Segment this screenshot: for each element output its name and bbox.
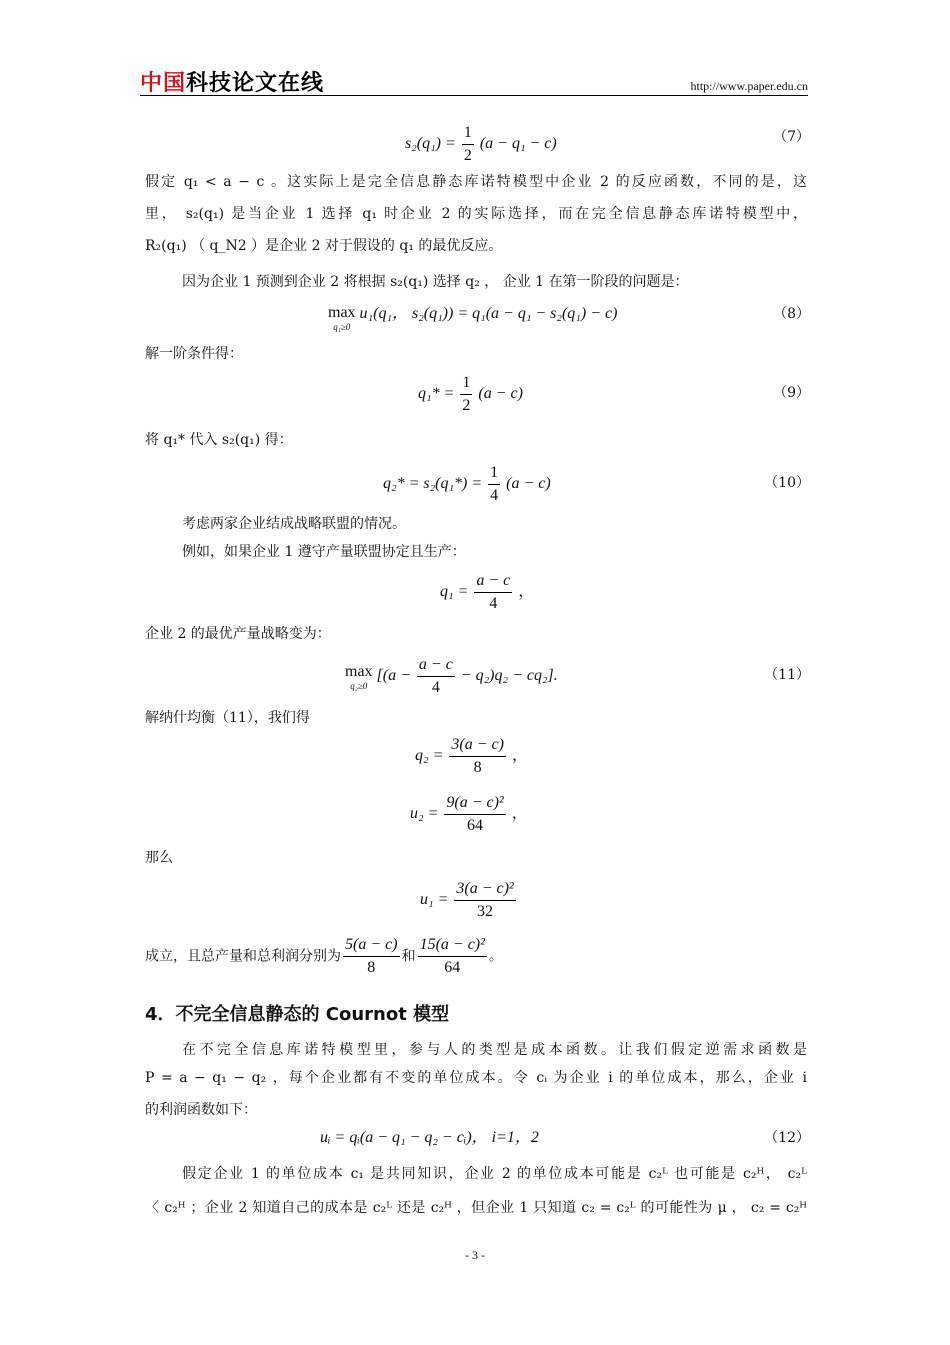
paragraph-5: 考虑两家企业结成战略联盟的情况。 xyxy=(182,516,406,532)
paragraph-4: 将 q₁* 代入 s₂(q₁) 得： xyxy=(145,432,293,448)
paragraph-10-pre: 成立，且总产量和总利润分别为 xyxy=(145,948,341,965)
eq10-lhs: q₂* = s₂(q₁*) = xyxy=(383,475,483,493)
paragraph-11-line-2: P = a − q₁ − q₂ ，每个企业都有不变的单位成本。令 cᵢ 为企业 i 的单位成本，那么，企业 i xyxy=(145,1070,807,1086)
eq9-rhs: (a − c) xyxy=(478,385,523,403)
paragraph-7: 企业 2 的最优产量战略变为： xyxy=(145,626,331,642)
eq12-number: （12） xyxy=(764,1130,810,1146)
paragraph-6: 例如，如果企业 1 遵守产量联盟协定且生产： xyxy=(182,544,466,560)
equation-9 xyxy=(418,372,523,417)
u2-fraction xyxy=(444,792,505,837)
eq7-fraction xyxy=(462,122,474,167)
eq7-denominator: 2 xyxy=(463,147,472,164)
eq10-denominator: 4 xyxy=(490,487,499,504)
paragraph-2: 因为企业 1 预测到企业 2 将根据 s₂(q₁) 选择 q₂ ， 企业 1 在第一阶段的问题是： xyxy=(182,274,689,290)
eq11-max-subscript: q₂≥0 xyxy=(350,680,368,691)
eq10-number: （10） xyxy=(764,475,810,491)
eq10-fraction xyxy=(488,462,500,507)
eq10-numerator: 1 xyxy=(488,462,500,485)
equation-8 xyxy=(328,304,617,332)
paragraph-1-line-2: 里， s₂(q₁) 是当企业 1 选择 q₁ 时企业 2 的实际选择，而在完全信息静态库诺特模型中， xyxy=(145,206,807,222)
u2-denominator: 64 xyxy=(467,817,484,834)
eq11-pre: [(a − xyxy=(376,667,411,685)
eq11-max-operator xyxy=(345,663,373,691)
u2-tail: ， xyxy=(511,805,528,823)
paragraph-10 xyxy=(145,934,807,979)
section-4-title: 4．不完全信息静态的 Cournot 模型 xyxy=(145,1004,450,1025)
u2-lhs: u₂ = xyxy=(410,805,439,823)
eq8-body: u₁(q₁， s₂(q₁)) = q₁(a − q₁ − s₂(q₁) − c) xyxy=(359,305,618,322)
eq11-numerator: a − c xyxy=(417,654,455,677)
eq9-denominator: 2 xyxy=(462,397,471,414)
q2-tail: ， xyxy=(511,747,528,765)
eq10-rhs: (a − c) xyxy=(506,475,551,493)
equation-11 xyxy=(345,654,558,699)
eq7-lhs: s₂(q₁) = xyxy=(405,135,456,153)
q2-denominator: 8 xyxy=(473,759,482,776)
eq9-lhs: q₁* = xyxy=(418,385,455,403)
eq11-fraction xyxy=(417,654,455,699)
equation-u2 xyxy=(410,792,528,837)
q2-fraction xyxy=(449,734,506,779)
paragraph-1-line-3: R₂(q₁) （ q_N2 ）是企业 2 对于假设的 q₁ 的最优反应。 xyxy=(145,238,503,254)
eq8-max-subscript: q₁≥0 xyxy=(333,322,351,332)
page-number: - 3 - xyxy=(465,1248,485,1262)
eq11-number: （11） xyxy=(764,667,810,683)
eq11-max: max xyxy=(345,662,373,680)
paragraph-11-line-1: 在不完全信息库诺特模型里，参与人的类型是成本函数。让我们假定逆需求函数是 xyxy=(182,1042,807,1058)
q1-fraction xyxy=(474,570,512,615)
q2-numerator: 3(a − c) xyxy=(449,734,506,757)
paragraph-12-line-1: 假定企业 1 的单位成本 c₁ 是共同知识，企业 2 的单位成本可能是 c₂ᴸ 也可能是 c₂ᴴ， c₂ᴸ xyxy=(182,1166,807,1182)
eq7-numerator: 1 xyxy=(462,122,474,145)
q2-lhs: q₂ = xyxy=(415,747,444,765)
q1-numerator: a − c xyxy=(474,570,512,593)
u1-fraction xyxy=(454,878,515,923)
u1-lhs: u₁ = xyxy=(420,891,449,909)
eq8-number: （8） xyxy=(773,306,810,322)
header-url[interactable]: http://www.paper.edu.cn xyxy=(690,79,808,93)
logo-red-text: 中国 xyxy=(140,71,187,96)
equation-10 xyxy=(383,462,551,507)
eq9-fraction xyxy=(460,372,472,417)
eq11-post: − q₂)q₂ − cq₂]. xyxy=(460,667,558,685)
total-output-numerator: 5(a − c) xyxy=(343,934,400,957)
total-profit-numerator: 15(a − c)² xyxy=(418,934,487,957)
paragraph-10-end: 。 xyxy=(488,948,503,965)
q1-lhs: q₁ = xyxy=(440,583,469,601)
eq9-number: （9） xyxy=(773,385,810,401)
u1-denominator: 32 xyxy=(477,903,494,920)
equation-7 xyxy=(405,122,557,167)
eq7-number: （7） xyxy=(773,129,810,145)
paragraph-8: 解纳什均衡（11），我们得 xyxy=(145,710,310,726)
eq8-max-operator xyxy=(328,304,356,332)
paragraph-9: 那么 xyxy=(145,850,173,866)
eq8-max: max xyxy=(328,304,356,321)
total-output-fraction xyxy=(343,934,400,979)
equation-q2 xyxy=(415,734,528,779)
paragraph-3: 解一阶条件得： xyxy=(145,346,243,362)
total-profit-denominator: 64 xyxy=(444,959,461,976)
q1-tail: ， xyxy=(518,583,535,601)
eq9-numerator: 1 xyxy=(460,372,472,395)
eq7-rhs: (a − q₁ − c) xyxy=(479,135,557,153)
equation-q1-alliance xyxy=(440,570,534,615)
paragraph-11-line-3: 的利润函数如下： xyxy=(145,1102,257,1118)
total-profit-fraction xyxy=(418,934,487,979)
paragraph-10-mid: 和 xyxy=(401,948,416,965)
eq11-denominator: 4 xyxy=(431,679,440,696)
u1-numerator: 3(a − c)² xyxy=(454,878,515,901)
equation-u1 xyxy=(420,878,518,923)
logo-black-text: 科技论文在线 xyxy=(186,71,325,96)
header-divider xyxy=(140,95,808,96)
paragraph-12-line-2: 〈 c₂ᴴ ；企业 2 知道自己的成本是 c₂ᴸ 还是 c₂ᴴ ，但企业 1 只知道 c₂ = c₂ᴸ 的可能性为 μ ， c₂ = c₂ᴴ xyxy=(145,1200,807,1216)
u2-numerator: 9(a − c)² xyxy=(444,792,505,815)
site-logo[interactable] xyxy=(140,66,324,97)
q1-denominator: 4 xyxy=(489,595,498,612)
paragraph-1-line-1: 假定 q₁ < a − c 。这实际上是完全信息静态库诺特模型中企业 2 的反应函数，不同的是，这 xyxy=(145,174,807,190)
total-output-denominator: 8 xyxy=(367,959,376,976)
equation-12: uᵢ = qᵢ(a − q₁ − q₂ − cᵢ)， i=1，2 xyxy=(320,1129,539,1146)
